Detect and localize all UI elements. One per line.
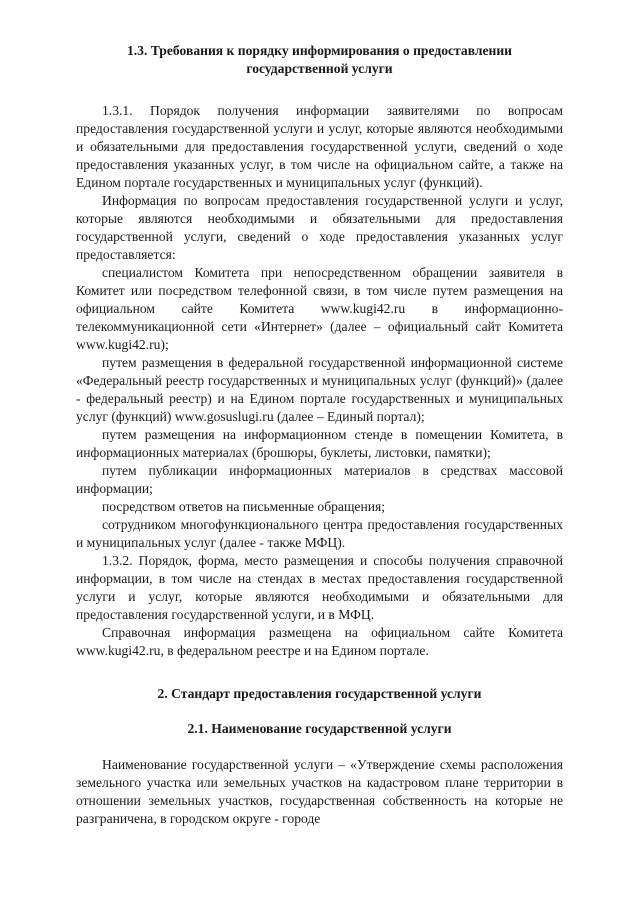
- section-2-heading: 2. Стандарт предоставления государственной услуги: [157, 686, 482, 701]
- section-2-1-heading: 2.1. Наименование государственной услуги: [187, 721, 452, 736]
- paragraph-reference-info: Справочная информация размещена на официальном сайте Комитета www.kugi42.ru, в федеральном реестре и на Едином портале.: [76, 625, 563, 658]
- paragraph-1-3-1: 1.3.1. Порядок получения информации заявителями по вопросам предоставления государственной услуги и услуг, которые являются необходимыми и обязательными для предоставления государственной услуги, сведений о ходе предоставления указанных услуг, в том числе на официальном сайте, а также на Едином портале государственных и муниципальных услуг (функций).: [76, 103, 563, 190]
- paragraph-1-3-2: 1.3.2. Порядок, форма, место размещения и способы получения справочной информации, в том числе на стендах в местах предоставления государственной услуги и услуг, которые являются необходимыми и обязательными для предоставления государственной услуги, и в МФЦ.: [76, 553, 563, 622]
- paragraph-service-name: Наименование государственной услуги – «Утверждение схемы расположения земельного участка или земельных участков на кадастровом плане территории в отношении земельных участков, государственная собственность на которые не разграничена, в городском округе - городе: [76, 757, 563, 826]
- paragraph-mfc-employee: сотрудником многофункционального центра предоставления государственных и муниципальных услуг (далее - также МФЦ).: [76, 517, 563, 550]
- paragraph-committee-specialist: специалистом Комитета при непосредственном обращении заявителя в Комитет или посредством телефонной связи, в том числе путем размещения на официальном сайте Комитета www.kugi42.ru в информационно-телекоммуникационной сети «Интернет» (далее – официальный сайт Комитета www.kugi42.ru);: [76, 265, 563, 352]
- section-1-3-heading: 1.3. Требования к порядку информирования о предоставлении государственной услуги: [126, 43, 513, 76]
- paragraph-info-stand: путем размещения на информационном стенде в помещении Комитета, в информационных материалах (брошюры, буклеты, листовки, памятки);: [76, 427, 563, 460]
- paragraph-mass-media: путем публикации информационных материалов в средствах массовой информации;: [76, 463, 563, 496]
- document-page: [76, 42, 563, 828]
- paragraph-federal-registry: путем размещения в федеральной государственной информационной системе «Федеральный реестр государственных и муниципальных услуг (функций)» (далее - федеральный реестр) и на Едином портале государственных и муниципальных услуг (функций) www.gosuslugi.ru (далее – Единый портал);: [76, 355, 563, 424]
- paragraph-written-appeals: посредством ответов на письменные обращения;: [102, 499, 386, 514]
- paragraph-info-provided: Информация по вопросам предоставления государственной услуги и услуг, которые являются необходимыми и обязательными для предоставления государственной услуги, сведений о ходе предоставления указанных услуг предоставляется:: [76, 193, 563, 262]
